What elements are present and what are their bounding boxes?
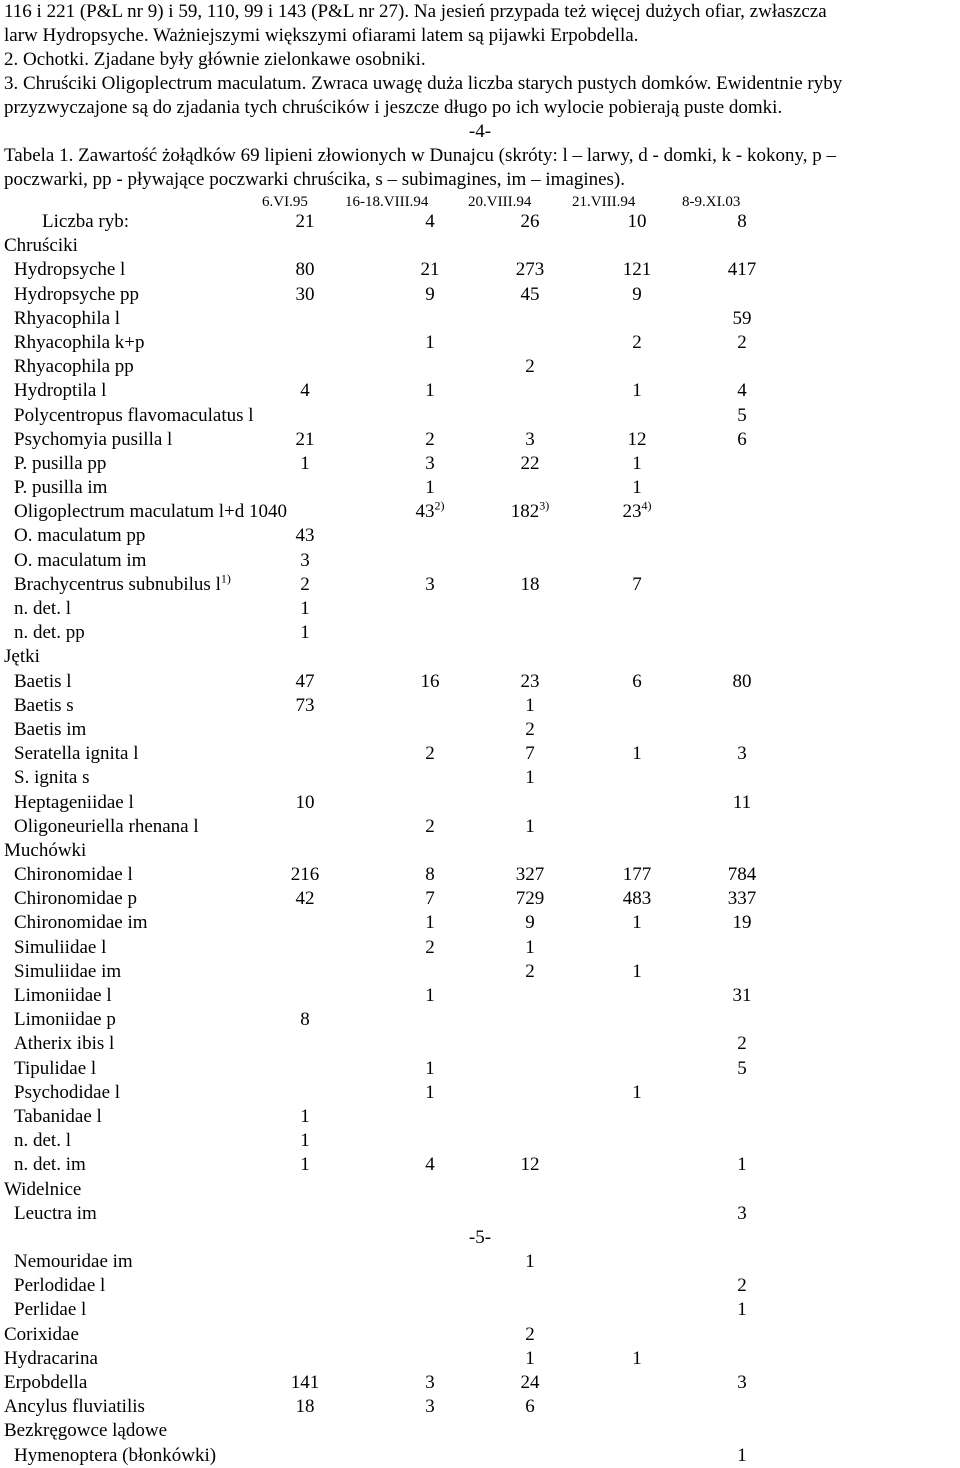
- date-header: 8-9.XI.03: [682, 194, 741, 210]
- row-label: n. det. l: [14, 1130, 71, 1152]
- row-label: O. maculatum pp: [14, 525, 146, 547]
- value-cell: 2: [425, 743, 435, 765]
- row-label: Leuctra im: [14, 1202, 97, 1224]
- date-header: 21.VIII.94: [572, 194, 636, 210]
- category-row: [0, 645, 960, 669]
- category-label: Hydracarina: [4, 1347, 98, 1369]
- value-cell: 1: [737, 1299, 747, 1321]
- table-row: [0, 573, 960, 597]
- table-row: [0, 1444, 960, 1468]
- date-header: 16-18.VIII.94: [345, 194, 429, 210]
- category-row: [0, 1419, 960, 1443]
- value-cell: 337: [727, 888, 757, 910]
- table-row: [0, 670, 960, 694]
- row-label: Brachycentrus subnubilus $l^{1)}$: [14, 571, 231, 595]
- category-label: Bezkręgowce lądowe: [4, 1420, 168, 1442]
- value-cell: 121: [622, 259, 652, 281]
- row-label: Hymenoptera (błonkówki): [14, 1444, 217, 1466]
- row-label: Limoniidae p: [14, 1009, 116, 1031]
- row-label: Limoniidae l: [14, 985, 112, 1006]
- value-cell: 6: [632, 670, 642, 692]
- value-cell: 3: [525, 428, 535, 450]
- value-cell: 3: [425, 1396, 435, 1418]
- value-cell: 327: [515, 864, 545, 886]
- value-cell: 1: [632, 1347, 642, 1369]
- table-row: [0, 984, 960, 1008]
- value-cell: 2: [425, 428, 435, 450]
- row-label: n. det. l: [14, 598, 71, 619]
- value-cell: 73: [295, 694, 315, 716]
- table-row: [0, 1032, 960, 1056]
- value-cell: 1: [300, 1105, 310, 1127]
- intro-line: przyzwyczajone są do zjadania tych chruścików i jeszcze długo po ich wylocie pobierają puste domki.: [4, 97, 783, 118]
- table-row: [0, 1202, 960, 1226]
- table-row: [0, 621, 960, 645]
- value-cell: 1: [525, 767, 535, 789]
- page-break: [0, 1226, 960, 1250]
- value-cell: 8: [737, 211, 747, 232]
- value-cell: 1: [525, 694, 535, 716]
- row-label: O. maculatum im: [14, 549, 147, 571]
- value-cell: 4: [425, 211, 435, 232]
- value-cell: 30: [295, 283, 315, 305]
- table-row: [0, 452, 960, 476]
- value-cell: 1: [632, 912, 642, 934]
- value-cell: 2: [525, 960, 535, 982]
- row-label: n. det. pp: [14, 622, 85, 644]
- row-label: Chironomidae p: [14, 888, 137, 910]
- value-cell: 182$^{3)}$: [510, 498, 550, 523]
- value-cell: 1: [632, 477, 642, 499]
- row-label: Perlidae l: [14, 1299, 87, 1321]
- row-label: Seratella ignita l: [14, 743, 139, 765]
- table-row: [0, 210, 960, 234]
- value-cell: 10: [295, 791, 315, 813]
- row-label: Atherix ibis l: [14, 1033, 115, 1055]
- row-label: Simuliidae l: [14, 936, 107, 958]
- value-cell: 1: [737, 1154, 747, 1176]
- value-cell: 23$^{4)}$: [622, 498, 652, 523]
- value-cell: 2: [425, 815, 435, 837]
- row-label: Oligoneuriella rhenana l: [14, 815, 199, 837]
- category-row: [0, 1323, 960, 1347]
- table-row: [0, 549, 960, 573]
- row-label: n. det. im: [14, 1154, 86, 1176]
- value-cell: 1: [425, 1081, 435, 1103]
- row-label: Hydropsyche l: [14, 259, 126, 281]
- row-label: Nemouridae im: [14, 1251, 133, 1273]
- table-row: [0, 1274, 960, 1298]
- row-label: Rhyacophila k+p: [14, 331, 145, 353]
- row-label: Rhyacophila pp: [14, 356, 134, 378]
- category-label: Ancylus fluviatilis: [4, 1396, 145, 1418]
- stomach-contents-table: [0, 210, 960, 1468]
- row-label: Oligoplectrum maculatum l+d 1040: [14, 501, 287, 523]
- table-row: [0, 815, 960, 839]
- row-label: S. ignita s: [14, 767, 90, 789]
- row-label: Chironomidae l: [14, 864, 133, 886]
- table-row: [0, 597, 960, 621]
- table-row: [0, 936, 960, 960]
- value-cell: 3: [425, 452, 435, 474]
- value-cell: 47: [295, 670, 315, 692]
- row-label: Hydropsyche pp: [14, 283, 140, 305]
- table-row: [0, 307, 960, 331]
- page-number: -5-: [468, 1226, 492, 1248]
- value-cell: 729: [515, 888, 545, 910]
- value-cell: 9: [525, 912, 535, 934]
- value-cell: 1: [300, 1154, 310, 1176]
- row-label: Polycentropus flavomaculatus l: [14, 404, 254, 426]
- value-cell: 3: [425, 1372, 435, 1393]
- value-cell: 3: [300, 549, 310, 571]
- footnote-mark: 3): [539, 498, 550, 513]
- row-label: Perlodidae l: [14, 1275, 106, 1297]
- value-cell: 11: [732, 791, 752, 813]
- value-cell: 483: [622, 888, 652, 910]
- value-cell: 6: [737, 428, 747, 450]
- value-cell: 1: [525, 1347, 535, 1369]
- row-label: Tipulidae l: [14, 1057, 97, 1079]
- value-cell: 2: [737, 1033, 747, 1055]
- category-row: [0, 1371, 960, 1395]
- value-cell: 1: [525, 936, 535, 958]
- table-row: [0, 476, 960, 500]
- intro-text: [4, 0, 956, 192]
- row-label: Baetis im: [14, 718, 87, 740]
- value-cell: 43: [295, 525, 315, 547]
- value-cell: 80: [295, 259, 315, 281]
- value-cell: 7: [425, 888, 435, 910]
- value-cell: 273: [515, 259, 545, 281]
- value-cell: 42: [295, 888, 315, 910]
- table-row: [0, 500, 960, 524]
- value-cell: 18: [295, 1396, 315, 1418]
- value-cell: 1: [425, 380, 435, 402]
- value-cell: 5: [737, 404, 747, 426]
- date-header: 6.VI.95: [262, 194, 308, 210]
- category-label: Corixidae: [4, 1323, 79, 1345]
- table-row: [0, 742, 960, 766]
- value-cell: 10: [627, 211, 647, 232]
- row-label: Liczba ryb:: [42, 211, 130, 232]
- value-cell: 12: [627, 428, 647, 450]
- value-cell: 1: [632, 380, 642, 402]
- table-row: [0, 1081, 960, 1105]
- table-row: [0, 428, 960, 452]
- value-cell: 1: [425, 477, 435, 499]
- row-label: Chironomidae im: [14, 912, 148, 934]
- value-cell: 1: [300, 598, 310, 619]
- table-row: [0, 791, 960, 815]
- value-cell: 5: [737, 1057, 747, 1079]
- value-cell: 3: [737, 1202, 747, 1224]
- table-row: [0, 331, 960, 355]
- value-cell: 23: [520, 670, 540, 692]
- value-cell: 7: [525, 743, 535, 765]
- value-cell: 1: [300, 622, 310, 644]
- value-cell: 8: [425, 864, 435, 886]
- category-label: Widelnice: [4, 1178, 82, 1200]
- row-label: Baetis s: [14, 694, 74, 716]
- table-row: [0, 694, 960, 718]
- value-cell: 1: [425, 985, 435, 1006]
- row-label: Baetis l: [14, 670, 72, 692]
- value-cell: 59: [732, 307, 752, 329]
- intro-line: 116 i 221 (P&L nr 9) i 59, 110, 99 i 143 (P&L nr 27). Na jesień przypada też więcej dużych ofiar, zwłaszcza: [4, 1, 827, 22]
- value-cell: 1: [737, 1444, 747, 1466]
- table-row: [0, 911, 960, 935]
- table-row: [0, 960, 960, 984]
- value-cell: 18: [520, 573, 540, 595]
- footnote-mark: 4): [641, 498, 652, 513]
- value-cell: 1: [300, 452, 310, 474]
- category-label: Chruściki: [4, 235, 78, 257]
- table-row: [0, 258, 960, 282]
- category-label: Muchówki: [4, 839, 87, 861]
- table-row: [0, 887, 960, 911]
- table-row: [0, 1298, 960, 1322]
- table-row: [0, 1153, 960, 1177]
- value-cell: 784: [727, 864, 757, 886]
- table-row: [0, 524, 960, 548]
- value-cell: 2: [525, 356, 535, 378]
- value-cell: 1: [525, 815, 535, 837]
- footnote-mark: 1): [220, 571, 231, 586]
- value-cell: 16: [420, 670, 440, 692]
- value-cell: 1: [632, 1081, 642, 1103]
- value-cell: 2: [525, 1323, 535, 1345]
- table-row: [0, 404, 960, 428]
- value-cell: 22: [520, 452, 540, 474]
- value-cell: 9: [632, 283, 642, 305]
- value-cell: 1: [300, 1130, 310, 1152]
- table-caption-line2: poczwarki, pp - pływające poczwarki chruścika, s – subimagines, im – imagines).: [4, 169, 626, 190]
- value-cell: 3: [737, 1372, 747, 1393]
- value-cell: 43$^{2)}$: [415, 498, 445, 523]
- category-row: [0, 839, 960, 863]
- category-label: Jętki: [4, 646, 40, 668]
- value-cell: 12: [520, 1154, 540, 1176]
- value-cell: 417: [727, 259, 757, 281]
- page-number: -4-: [468, 121, 492, 142]
- row-label: Psychomyia pusilla l: [14, 428, 173, 450]
- value-cell: 1: [632, 960, 642, 982]
- value-cell: 4: [300, 380, 310, 402]
- value-cell: 3: [737, 743, 747, 765]
- intro-line: 2. Ochotki. Zjadane były głównie zielonkawe osobniki.: [4, 49, 426, 70]
- value-cell: 141: [290, 1372, 320, 1393]
- category-row: [0, 234, 960, 258]
- value-cell: 31: [732, 985, 752, 1006]
- value-cell: 1: [425, 1057, 435, 1079]
- intro-line: 3. Chruściki Oligoplectrum maculatum. Zwraca uwagę duża liczba starych pustych domków. Ewidentnie ryby: [4, 73, 843, 94]
- category-row: [0, 1395, 960, 1419]
- table-row: [0, 283, 960, 307]
- value-cell: 26: [520, 211, 540, 232]
- value-cell: 2: [425, 936, 435, 958]
- table-row: [0, 1008, 960, 1032]
- intro-line: larw Hydropsyche. Ważniejszymi większymi ofiarami latem są pijawki Erpobdella.: [4, 25, 639, 46]
- date-header: 20.VIII.94: [468, 194, 532, 210]
- value-cell: 216: [290, 864, 320, 886]
- value-cell: 2: [737, 1275, 747, 1297]
- table-row: [0, 1057, 960, 1081]
- value-cell: 1: [632, 743, 642, 765]
- value-cell: 2: [737, 331, 747, 353]
- value-cell: 45: [520, 283, 540, 305]
- table-row: [0, 718, 960, 742]
- category-label: Erpobdella: [4, 1372, 88, 1393]
- value-cell: 177: [622, 864, 652, 886]
- table-row: [0, 355, 960, 379]
- value-cell: 8: [300, 1009, 310, 1031]
- value-cell: 24: [520, 1372, 540, 1393]
- table-caption-line1: Tabela 1. Zawartość żołądków 69 lipieni złowionych w Dunajcu (skróty: l – larwy, d - domki, k - kokony, p –: [4, 145, 837, 166]
- table-row: [0, 379, 960, 403]
- value-cell: 3: [425, 573, 435, 595]
- value-cell: 6: [525, 1396, 535, 1418]
- table-row: [0, 766, 960, 790]
- value-cell: 21: [295, 211, 315, 232]
- table-row: [0, 1129, 960, 1153]
- table-row: [0, 863, 960, 887]
- category-row: [0, 1347, 960, 1371]
- table-row: [0, 1105, 960, 1129]
- value-cell: 2: [300, 573, 310, 595]
- value-cell: 1: [425, 912, 435, 934]
- table-row: [0, 1250, 960, 1274]
- row-label: Hydroptila l: [14, 380, 107, 402]
- value-cell: 4: [425, 1154, 435, 1176]
- row-label: Heptageniidae l: [14, 791, 134, 813]
- row-label: P. pusilla pp: [14, 452, 107, 474]
- date-header-row: [0, 190, 960, 210]
- value-cell: 1: [525, 1251, 535, 1273]
- row-label: Rhyacophila l: [14, 307, 121, 329]
- value-cell: 19: [732, 912, 752, 934]
- value-cell: 4: [737, 380, 747, 402]
- value-cell: 9: [425, 283, 435, 305]
- value-cell: 2: [632, 331, 642, 353]
- row-label: Psychodidae l: [14, 1081, 121, 1103]
- row-label: P. pusilla im: [14, 477, 108, 499]
- value-cell: 2: [525, 718, 535, 740]
- row-label: Tabanidae l: [14, 1105, 102, 1127]
- value-cell: 80: [732, 670, 752, 692]
- value-cell: 1: [632, 452, 642, 474]
- value-cell: 21: [295, 428, 315, 450]
- value-cell: 21: [420, 259, 440, 281]
- footnote-mark: 2): [434, 498, 445, 513]
- value-cell: 1: [425, 331, 435, 353]
- category-row: [0, 1178, 960, 1202]
- value-cell: 7: [632, 573, 642, 595]
- row-label: Simuliidae im: [14, 960, 122, 982]
